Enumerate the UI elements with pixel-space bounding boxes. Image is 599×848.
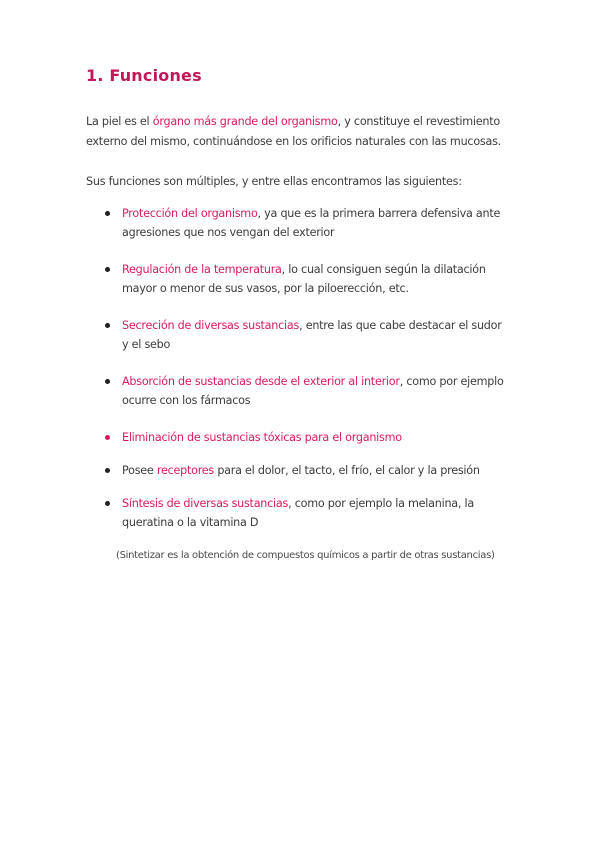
list-intro-paragraph: Sus funciones son múltiples, y entre ellas encontramos las siguientes: [86, 175, 462, 188]
list-item-regulacion [100, 260, 510, 298]
list-item-absorcion [100, 372, 510, 410]
item-text: , como por ejemplo ocurre con los fármacos [122, 375, 504, 407]
intro-highlight: órgano más grande del organismo [152, 115, 338, 128]
item-text-start: Posee [122, 464, 157, 477]
item-highlight: Absorción de sustancias desde el exterior al interior [122, 375, 400, 388]
list-item-eliminacion [100, 428, 510, 447]
item-highlight: Eliminación de sustancias tóxicas para el organismo [122, 431, 402, 444]
list-item-sintesis [100, 494, 510, 532]
item-highlight: receptores [156, 464, 215, 477]
item-text: , lo cual consiguen según la dilatación mayor o menor de sus vasos, por la piloerección, etc. [122, 263, 486, 295]
item-text: para el dolor, el tacto, el frío, el calor y la presión [214, 464, 480, 477]
functions-list [100, 204, 510, 532]
item-highlight: Regulación de la temperatura [122, 263, 282, 276]
item-highlight: Síntesis de diversas sustancias [122, 497, 289, 510]
footnote: (Sintetizar es la obtención de compuestos químicos a partir de otras sustancias) [116, 550, 495, 561]
item-highlight: Protección del organismo [122, 207, 258, 220]
list-item-secrecion [100, 316, 510, 354]
item-text: , como por ejemplo la melanina, la queratina o la vitamina D [122, 497, 474, 529]
section-title: 1. Funciones [86, 66, 202, 85]
item-text: , entre las que cabe destacar el sudor y el sebo [122, 319, 502, 351]
intro-paragraph [86, 112, 526, 152]
list-item-proteccion [100, 204, 510, 242]
intro-text-start: La piel es el [86, 115, 153, 128]
item-text: , ya que es la primera barrera defensiva ante agresiones que nos vengan del exterior [122, 207, 501, 239]
intro-text-end: , y constituye el revestimiento externo del mismo, continuándose en los orificios naturales con las mucosas. [86, 115, 501, 148]
list-item-receptores [100, 461, 510, 480]
item-highlight: Secreción de diversas sustancias [122, 319, 300, 332]
